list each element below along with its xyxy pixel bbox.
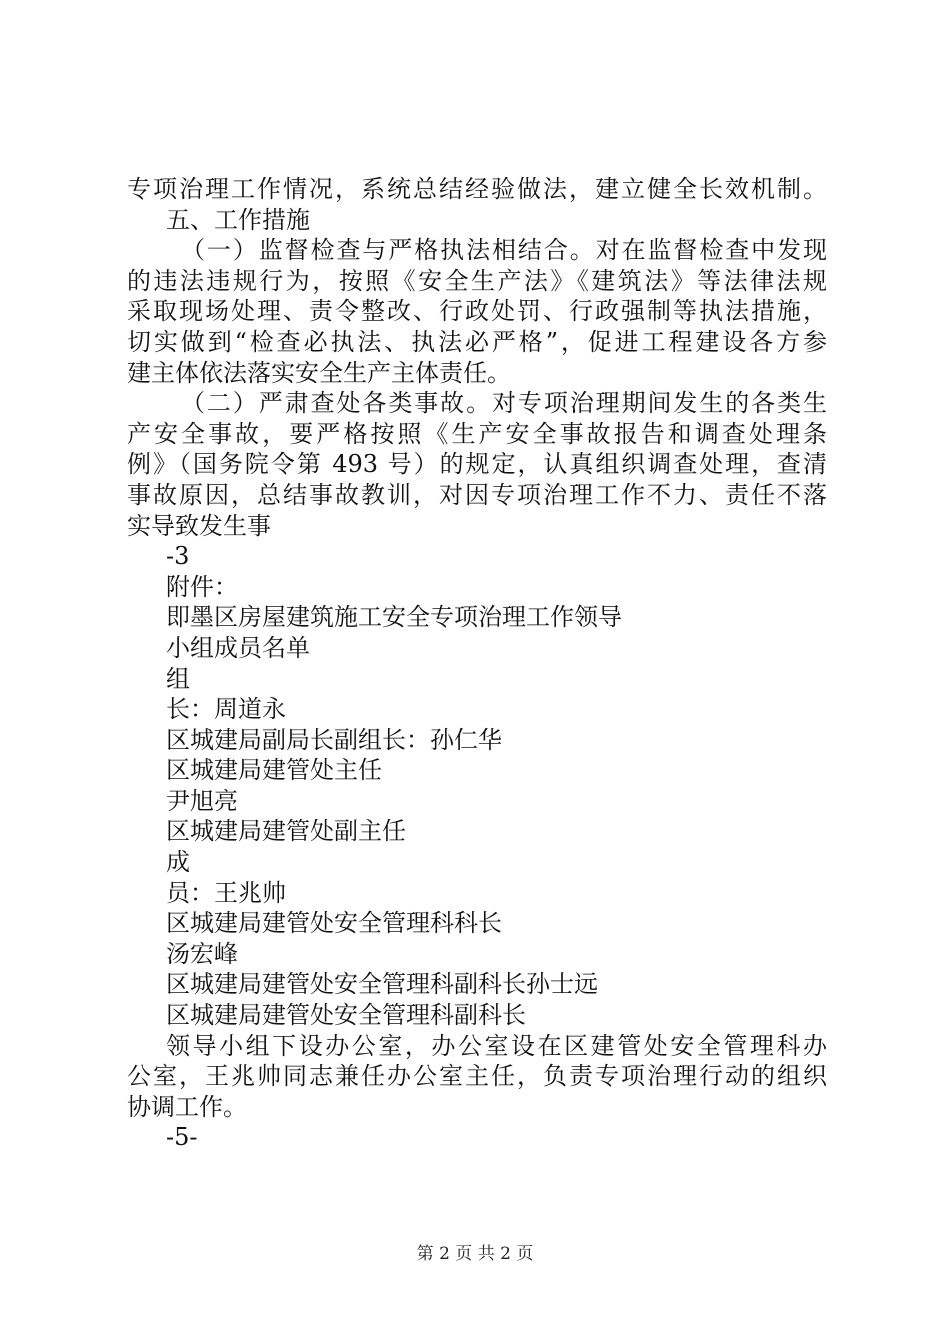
text-line: 五、工作措施 [166,205,310,234]
text-line: 区城建局建管处安全管理科副科长孙士远 [166,970,598,999]
text-line: 长：周道永 [166,695,286,724]
text-line: 领导小组下设办公室，办公室设在区建管处安全管理科办 [166,1031,827,1060]
text-line: 切实做到“检查必执法、执法必严格”，促进工程建设各方参 [127,327,827,356]
text-line: 区城建局副局长副组长：孙仁华 [166,725,502,754]
text-line: （一）监督检查与严格执法相结合。对在监督检查中发现 [181,236,827,265]
text-line: 成 [166,848,190,877]
text-line: 采取现场处理、责令整改、行政处罚、行政强制等执法措施， [127,297,827,326]
text-line: 专项治理工作情况，系统总结经验做法，建立健全长效机制。 [127,175,827,203]
document-body [0,174,950,1153]
text-line: 区城建局建管处安全管理科科长 [166,909,502,938]
text-line: 员：王兆帅 [166,878,286,907]
text-line: -5- [166,1123,198,1152]
text-line: 产安全事故，要严格按照《生产安全事故报告和调查处理条 [127,419,827,448]
text-line: 例》（国务院令第 493 号）的规定，认真组织调查处理，查清 [127,450,827,479]
text-line: 建主体依法落实安全生产主体责任。 [127,358,511,387]
text-line: 汤宏峰 [166,939,238,968]
text-line: 区城建局建管处副主任 [166,817,406,846]
text-line: 事故原因，总结事故教训，对因专项治理工作不力、责任不落 [127,480,827,509]
text-line: 尹旭亮 [166,786,238,815]
text-line: 公室，王兆帅同志兼任办公室主任，负责专项治理行动的组织 [127,1062,827,1091]
text-line: 组 [166,664,190,693]
text-line: 小组成员名单 [166,633,310,662]
text-line: 区城建局建管处安全管理科副科长 [166,1001,526,1030]
text-line: 区城建局建管处主任 [166,756,382,785]
text-line: 附件： [166,572,238,601]
text-line: 即墨区房屋建筑施工安全专项治理工作领导 [166,603,622,632]
text-line: 协调工作。 [127,1092,247,1121]
text-line: 的违法违规行为，按照《安全生产法》《建筑法》等法律法规 [127,266,827,295]
text-line: 实导致发生事 [127,511,271,540]
text-line: -3 [166,542,190,571]
text-line: （二）严肃查处各类事故。对专项治理期间发生的各类生 [181,389,827,418]
page-footer: 第 2 页 共 2 页 [416,1244,534,1264]
